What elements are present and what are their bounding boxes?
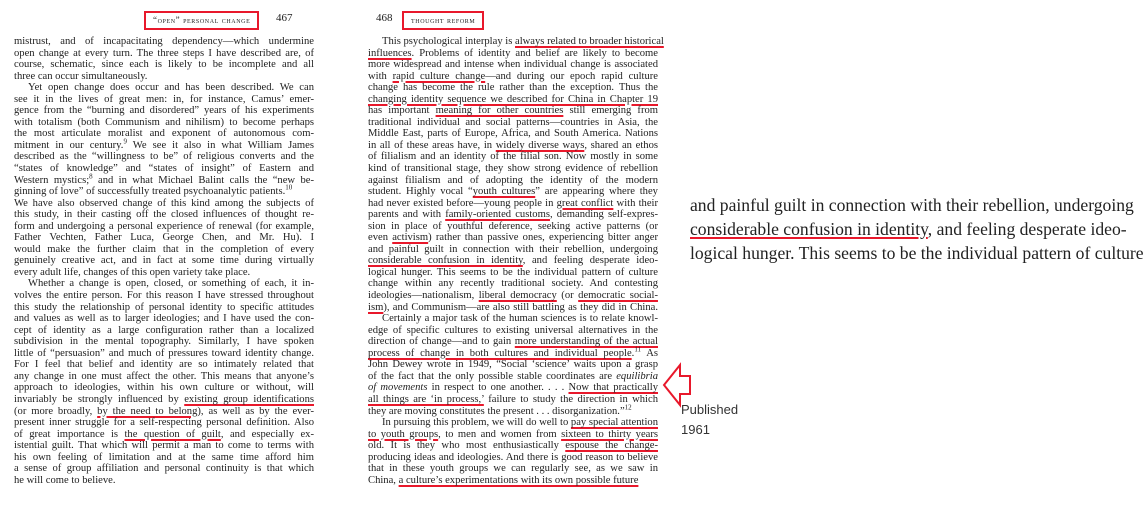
text-run: would make the further claim that in the completion of every [14,243,314,255]
text-line [368,221,658,233]
text-run: . Problems of identity and belief are likely to become [411,47,658,59]
text-line [368,255,658,267]
text-line [368,71,658,83]
text-line [14,209,314,221]
text-run: still emerging from [563,105,659,117]
text-line [368,313,658,325]
underlined-phrase: youth cultures [472,186,536,198]
text-run: istential guilt. That which will permit a man to come to terms with [14,440,314,452]
text-line [14,417,314,429]
text-line [368,440,658,452]
text-line [14,59,314,71]
text-run: subdivision in the mental topography. Similarly, I have spoken [14,336,314,348]
text-line [14,36,314,48]
underlined-phrase: rapid culture change [392,70,486,82]
right-book-page [368,0,664,486]
text-run: “states of knowledge” and “states of insight” of Eastern and [14,163,314,175]
text-line [368,59,658,71]
text-run: old. It is they who most enthusiastically [368,440,566,452]
text-run: direction of change—and to gain [368,336,515,348]
text-line [368,452,658,464]
underlined-phrase: sixteen to thirty years [561,428,658,440]
text-line [690,193,1134,217]
text-run: and painful guilt in connection with their rebellion, undergoing [368,243,658,255]
text-run: In pursuing this problem, we will do well to [382,417,571,429]
text-line [14,382,314,394]
text-line [368,198,658,210]
text-run: had never existed before—young people in [368,197,557,209]
text-run: approach to ideologies, within his own culture or without, will [14,382,314,394]
text-run: ” are appearing where they [535,186,658,198]
text-line [14,371,314,383]
text-line [368,359,658,371]
underlined-phrase: a culture’s experimentations with its own possible future [398,474,639,486]
publication-note [681,400,738,440]
text-run: the most articulate moralist and exponent of autonomous com- [14,128,314,140]
text-run: logical hunger. This seems to be the individual pattern of culture [690,243,1144,263]
text-run: with their [613,197,658,209]
text-run: a sense of group affiliation and personal continuity is that which [14,463,314,475]
text-line [690,217,1127,241]
text-line [14,151,314,163]
text-run: and values as well as to larger ideologies; and I have used the con- [14,313,314,325]
text-run: This psychological interplay is [382,36,515,47]
text-run: logical hunger. This seems to be the individual pattern of culture [368,266,658,278]
text-run: three can occur simultaneously. [14,70,148,82]
text-run: , shared an ethos [584,139,659,151]
text-run: —and during our epoch rapid culture [485,70,658,82]
text-run: and painful guilt in connection with their rebellion, undergoing [690,195,1134,215]
text-run: Father Vechten, Father Luca, George Chen, and Mr. Hu). I [14,232,314,244]
text-line [690,241,1144,265]
underlined-phrase: more understanding of the actual [514,336,658,348]
page-header [368,8,658,32]
text-line [14,452,314,464]
text-line [368,371,658,383]
text-run: As [641,347,658,359]
text-line [14,290,314,302]
text-run: (or more broadly, [14,405,98,417]
publication-label: Published [681,402,739,417]
text-line [14,336,314,348]
text-run: kind of transitional stage, they show strong evidence of rebellion [368,163,658,175]
text-run: course, schematic, since each is likely to be incomplete and all [14,59,314,71]
text-line [368,290,658,302]
text-run: change has become the rule rather than the exception. Thus the [368,82,658,94]
text-line [14,117,314,129]
publication-year: 1961 [681,422,710,437]
page-number: 468 [376,12,393,24]
text-line [14,82,314,94]
underlined-phrase: widely diverse ways [495,139,585,151]
text-run: form and undergoing a personal experience of renewal (for example, [14,220,314,232]
text-run: he will come to believe. [14,474,116,486]
text-run: genuinely creative act, and in fact at some time during virtually [14,255,314,267]
text-run: open change at every turn. The three steps I have described are, of [14,47,314,59]
text-line [368,463,658,475]
text-run: Whether a change is open, closed, or something of each, it in- [28,278,314,290]
text-line [14,128,314,140]
text-run: cept of identity as a large configuration rather than a localized [14,324,314,336]
text-run: has important [368,105,436,117]
underlined-phrase: liberal democracy [478,290,557,302]
text-line [368,151,658,163]
text-run: , and feeling desperate ideo- [522,255,658,267]
text-line [14,348,314,360]
text-run: ) rather than passive ones, experiencing bitter anger [428,232,658,244]
text-run: , and especially ex- [220,428,314,440]
underlined-phrase: activism [392,232,429,244]
text-run: of filialism and an identity of the filial son. Now mostly in some [368,151,658,163]
text-run: John Dewey wrote in 1949, “Social ‘science’ waits upon a grasp [368,359,658,371]
text-line [368,345,658,360]
left-book-page [14,0,314,486]
text-run: even [368,232,393,244]
text-line [368,48,658,60]
text-run: this study, in their casting off the closed influences of thought re- [14,209,314,221]
text-run: that in these youth groups we can regularly see, as we saw in [368,463,658,475]
underlined-phrase: always related to broader historical [515,36,664,47]
text-run: against filialism and of adopting the identity of the modern [368,174,658,186]
text-line [368,128,658,140]
text-line [368,94,658,106]
text-run: with totalism (both Communism and nihilism) to become perhaps [14,116,314,128]
underlined-phrase: all things are ‘in process,’ [368,393,484,405]
text-run: Yet open change does occur and has been described. We can [28,82,314,94]
text-run: China, [368,474,399,486]
text-run: , to men and women from [438,428,562,440]
text-run: ), and Communism—are also still battling as they did in China. [383,301,658,313]
text-run: equilibria [616,370,658,382]
text-line [368,117,658,129]
underlined-phrase: pay special attention [570,417,658,429]
text-run: of movements [368,382,428,394]
text-line [368,209,658,221]
underlined-phrase: democratic social- [578,290,658,302]
footnote-ref: 12 [624,402,632,411]
text-line [14,429,314,441]
text-run: little of “persuasion” and much of pressures toward identity change. [14,347,314,359]
text-line [368,336,658,348]
page-header [14,8,314,32]
text-run: parents and with [368,209,446,221]
text-line [14,221,314,233]
text-line [14,313,314,325]
text-run: failure to study the direction in which [483,393,658,405]
underlined-phrase: changing identity sequence we described for China in Chapter 19 [368,93,658,105]
footnote-ref: 11 [634,345,642,354]
underlined-phrase: considerable confusion in identity [690,219,928,239]
text-line [368,163,658,175]
text-line [14,172,314,187]
text-run: described as the “willingness to be” of religious converts and the [14,151,314,163]
text-run: mistrust, and of incapacitating dependency—which undermine [14,36,314,47]
text-run: Middle East, parts of Europe, Africa, and South America. Nations [368,128,658,140]
text-line [14,406,314,418]
body-text [368,36,664,486]
text-line [368,36,664,48]
underlined-phrase: espouse the change- [565,440,658,452]
text-run: mitment in our century. [14,139,124,151]
text-run: in respect to one another. . . . [427,382,569,394]
text-line [368,186,658,198]
text-run: in all of these areas have, in [368,139,496,151]
text-run: , demanding self-expres- [549,209,658,221]
text-line [14,105,314,117]
running-head-boxed: “open” personal change [144,11,259,30]
text-run: his own feeling of limitation and at the same time afford him [14,451,314,463]
text-line [368,325,658,337]
text-line [368,417,658,429]
footnote-ref: 8 [89,172,93,181]
text-run: . [631,347,635,359]
text-line [14,71,314,83]
text-line [14,267,314,279]
text-line [368,429,658,441]
text-line [368,175,658,187]
text-line [368,278,658,290]
text-line [368,302,658,314]
running-head-boxed: thought reform [402,11,484,30]
text-run: every adult life, changes of this open variety take place. [14,266,251,278]
text-run: more widespread and intense when individual change is associated [368,59,658,71]
text-run: producing ideas and ideologies. And there is good reason to believe [368,451,658,463]
text-run: invariably be strongly influenced by [14,393,185,405]
text-line [14,302,314,314]
text-line [368,105,658,117]
text-run: with [368,70,393,82]
text-run: volves the entire person. For this reason I have stressed throughout [14,290,314,302]
text-line [14,359,314,371]
text-run: (or [556,290,579,302]
text-run: gence from the “burning and disordered” years of his experiments [14,105,314,117]
text-run: they are moving constitutes the present . . . disorganization.” [368,405,625,417]
text-line [14,278,314,290]
underlined-phrase: Now that practically [568,382,658,394]
text-run: edge of specific cultures to existing universal alternatives in the [368,324,658,336]
text-line [368,244,658,256]
text-line [368,140,658,152]
underlined-phrase: influences [368,47,412,59]
footnote-ref: 9 [123,137,127,146]
text-run: ), as well as by the ever- [197,405,314,417]
zoomed-excerpt [690,193,1144,265]
text-line [14,163,314,175]
text-line [14,394,314,406]
text-run: traditional individual and social patterns—countries in Asia, the [368,116,658,128]
text-line [368,475,658,487]
text-run: For I feel that belief and identity are so intimately related that [14,359,314,371]
body-text [14,36,314,486]
text-run: see it in the lives of great men: in, for instance, Camus’ emer- [14,93,314,105]
text-line [14,255,314,267]
text-run: student. Highly vocal “ [368,186,473,198]
text-run: and in what Michael Balint calls the “new be- [92,174,314,186]
text-run: present inner struggle for a self-respecting personal definition. Also [14,417,314,429]
text-run: Western mystics; [14,174,90,186]
text-line [14,475,314,487]
text-line [368,232,658,244]
text-run: We see it also in what William James [126,139,314,151]
text-run: , and feeling desperate ideo- [927,219,1127,239]
page-number: 467 [276,12,293,24]
text-line [14,198,314,210]
text-line [14,244,314,256]
text-run: of great importance is [14,428,125,440]
text-line [368,267,658,279]
footnote-ref: 10 [285,183,293,192]
underlined-phrase: existing group identifications [184,393,314,405]
text-run: Certainly a major task of the human sciences is to relate knowl- [382,313,658,325]
text-line [14,48,314,60]
text-line [368,402,658,418]
text-line [14,137,314,152]
text-run: change within any recently traditional society. And contesting [368,278,658,290]
text-run: sion in place of youthful deference, seeking active patterns (or [368,220,658,232]
text-run: any change in one must affect the other. This means that anyone’s [14,370,314,382]
text-line [14,463,314,475]
text-run: of the fact that the only possible stable coordinates are [368,370,617,382]
text-line [14,183,314,198]
text-line [14,325,314,337]
underlined-phrase: meaning for other countries [435,105,564,117]
underlined-phrase: the question of guilt [124,428,221,440]
underlined-phrase: to youth groups [368,428,439,440]
text-line [368,394,658,406]
text-line [368,82,658,94]
text-run: ginning of love” of successfully treated psychoanalytic patients. [14,186,286,198]
text-line [368,382,658,394]
underlined-phrase: considerable confusion in identity [368,255,523,267]
text-line [14,232,314,244]
underlined-phrase: by the need to belong [97,405,198,417]
text-line [14,440,314,452]
text-run: this study the relationship of personal identity to specific attitudes [14,301,314,313]
underlined-phrase: family-oriented customs [445,209,550,221]
underlined-phrase: ism [368,301,384,313]
underlined-phrase: great conflict [556,197,614,209]
text-run: ideologies—nationalism, [368,290,479,302]
text-line [14,94,314,106]
text-run: We have also observed change of this kind among the subjects of [14,197,314,209]
underlined-phrase: process of change in both cultures and individual people [368,347,632,359]
